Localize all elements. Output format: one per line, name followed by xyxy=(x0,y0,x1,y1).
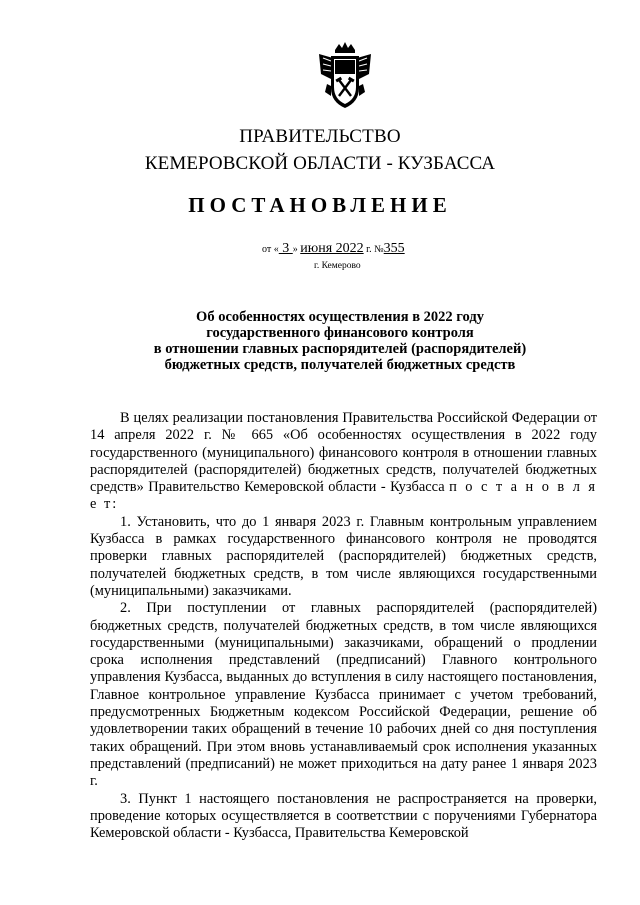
title-line: Об особенностях осуществления в 2022 году xyxy=(196,309,484,325)
document-body xyxy=(90,410,597,842)
paragraph-2: 2. При поступлении от главных распорядителей (распорядителей) бюджетных средств, получателей бюджетных средств, в том числе являющихся государственными (муниципальными) заказчиками, обращений о продлении срока исполнения представлений (предписаний) Главного контрольного управления Кузбасса, выданных до вступления в силу настоящего постановления, Главное контрольное управление Кузбасса принимает с учетом требований, предусмотренных Бюджетным кодексом Российской Федерации, решение об удовлетворении таких обращений в течение 10 рабочих дней со дня поступления таких обращений. При этом вновь устанавливаемый срок исполнения указанных представлений (предписаний) не может приходиться на дату ранее 1 января 2023 г. xyxy=(90,600,597,790)
city-name: г. Кемерово xyxy=(314,261,361,271)
decrees-word: п о с т а н о в л я е т: xyxy=(90,479,597,513)
document-number: 355 xyxy=(383,241,405,256)
title-line: государственного финансового контроля xyxy=(206,325,474,341)
government-name-line2: КЕМЕРОВСКОЙ ОБЛАСТИ - КУЗБАССА xyxy=(144,153,496,174)
intro-text: В целях реализации постановления Правительства Российской Федерации от 14 апреля 2022 г. № 665 «Об особенностях осуществления в 2022 году государственного (муниципального) финансового контроля в отношении главных распорядителей (распорядителей) бюджетных средств, получателей бюджетных средств» Правительство Кемеровской области - Кузбасса xyxy=(90,410,597,496)
date-month-year: июня 2022 xyxy=(300,241,364,256)
document-date-number xyxy=(262,241,405,257)
document-type-heading: ПОСТАНОВЛЕНИЕ xyxy=(188,193,452,217)
title-line: в отношении главных распорядителей (распорядителей) xyxy=(153,341,527,357)
date-year-suffix: г. xyxy=(363,244,372,255)
title-line: бюджетных средств, получателей бюджетных средств xyxy=(164,357,516,373)
coat-of-arms-icon xyxy=(313,40,377,112)
date-day: 3 xyxy=(278,241,293,256)
date-prefix: от « xyxy=(262,244,279,255)
paragraph-3: 3. Пункт 1 настоящего постановления не распространяется на проверки, проведение которых осуществляется в соответствии с поручениями Губернатора Кемеровской области - Кузбасса, Правительства Кемеровской xyxy=(90,790,597,842)
intro-paragraph xyxy=(90,410,597,514)
date-mid: » xyxy=(292,244,301,255)
number-label: № xyxy=(371,244,384,255)
government-name-line1: ПРАВИТЕЛЬСТВО xyxy=(239,126,401,147)
document-title xyxy=(90,309,590,373)
paragraph-1: 1. Установить, что до 1 января 2023 г. Главным контрольным управлением Кузбасса в рамках государственного финансового контроля не проводятся проверки главных распорядителей (распорядителей) бюджетных средств, получателей бюджетных средств, в том числе являющихся государственными (муниципальными) заказчиками. xyxy=(90,513,597,599)
